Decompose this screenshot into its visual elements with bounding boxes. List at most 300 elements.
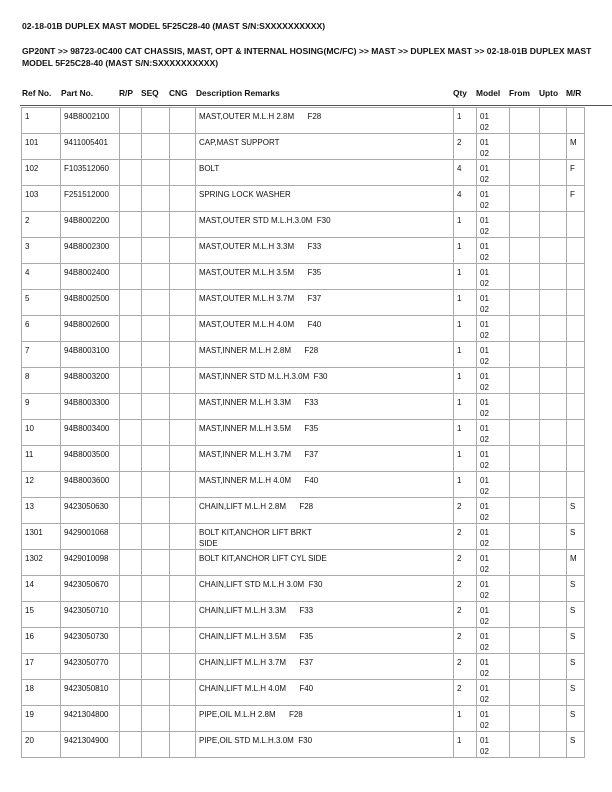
cell-mr: S	[567, 576, 585, 602]
cell-from	[510, 602, 540, 628]
cell-cng	[170, 368, 196, 394]
cell-part: F251512000	[61, 186, 120, 212]
cell-upto	[540, 628, 567, 654]
cell-part: 9421304900	[61, 732, 120, 758]
cell-upto	[540, 368, 567, 394]
cell-mr: S	[567, 654, 585, 680]
cell-upto	[540, 654, 567, 680]
cell-qty: 1	[454, 238, 477, 264]
table-row	[22, 576, 585, 602]
cell-cng	[170, 576, 196, 602]
cell-rp	[120, 290, 142, 316]
table-row	[22, 238, 585, 264]
cell-model: 01 02	[477, 680, 510, 706]
cell-model: 01 02	[477, 498, 510, 524]
cell-seq	[142, 134, 170, 160]
cell-mr: S	[567, 498, 585, 524]
cell-desc: CAP,MAST SUPPORT	[196, 134, 454, 160]
cell-mr: S	[567, 680, 585, 706]
cell-qty: 1	[454, 342, 477, 368]
cell-cng	[170, 628, 196, 654]
cell-qty: 1	[454, 706, 477, 732]
cell-ref: 4	[22, 264, 61, 290]
cell-qty: 2	[454, 550, 477, 576]
cell-qty: 2	[454, 576, 477, 602]
cell-desc: CHAIN,LIFT STD M.L.H 3.0M F30	[196, 576, 454, 602]
cell-qty: 1	[454, 368, 477, 394]
cell-part: 9429010098	[61, 550, 120, 576]
cell-from	[510, 654, 540, 680]
cell-upto	[540, 576, 567, 602]
cell-seq	[142, 394, 170, 420]
cell-ref: 10	[22, 420, 61, 446]
cell-desc: MAST,INNER M.L.H 2.8M F28	[196, 342, 454, 368]
cell-from	[510, 368, 540, 394]
cell-ref: 101	[22, 134, 61, 160]
table-row	[22, 342, 585, 368]
cell-rp	[120, 446, 142, 472]
cell-seq	[142, 212, 170, 238]
cell-desc: BOLT KIT,ANCHOR LIFT CYL SIDE	[196, 550, 454, 576]
cell-ref: 20	[22, 732, 61, 758]
cell-from	[510, 134, 540, 160]
cell-part: 9423050710	[61, 602, 120, 628]
cell-seq	[142, 628, 170, 654]
cell-model: 01 02	[477, 446, 510, 472]
cell-mr: S	[567, 706, 585, 732]
cell-mr: M	[567, 550, 585, 576]
cell-seq	[142, 186, 170, 212]
cell-model: 01 02	[477, 160, 510, 186]
table-row	[22, 524, 585, 550]
cell-seq	[142, 602, 170, 628]
cell-cng	[170, 706, 196, 732]
cell-model: 01 02	[477, 654, 510, 680]
cell-rp	[120, 602, 142, 628]
header-from: From	[509, 88, 530, 98]
cell-from	[510, 264, 540, 290]
table-row	[22, 498, 585, 524]
cell-rp	[120, 160, 142, 186]
cell-from	[510, 472, 540, 498]
cell-model: 01 02	[477, 550, 510, 576]
cell-part: 9411005401	[61, 134, 120, 160]
table-row	[22, 706, 585, 732]
cell-part: 9421304800	[61, 706, 120, 732]
header-model: Model	[476, 88, 501, 98]
cell-from	[510, 524, 540, 550]
cell-part: 94B8002500	[61, 290, 120, 316]
cell-mr	[567, 446, 585, 472]
cell-desc: MAST,INNER M.L.H 3.7M F37	[196, 446, 454, 472]
cell-ref: 15	[22, 602, 61, 628]
cell-cng	[170, 550, 196, 576]
cell-cng	[170, 394, 196, 420]
cell-mr	[567, 368, 585, 394]
cell-upto	[540, 394, 567, 420]
cell-seq	[142, 316, 170, 342]
cell-seq	[142, 160, 170, 186]
table-row	[22, 550, 585, 576]
cell-desc: MAST,OUTER M.L.H 3.5M F35	[196, 264, 454, 290]
cell-upto	[540, 550, 567, 576]
cell-model: 01 02	[477, 420, 510, 446]
cell-part: 9423050810	[61, 680, 120, 706]
cell-model: 01 02	[477, 108, 510, 134]
cell-mr	[567, 238, 585, 264]
cell-seq	[142, 654, 170, 680]
cell-ref: 16	[22, 628, 61, 654]
cell-qty: 2	[454, 680, 477, 706]
cell-seq	[142, 446, 170, 472]
cell-mr	[567, 420, 585, 446]
cell-part: 94B8002300	[61, 238, 120, 264]
cell-part: 94B8003200	[61, 368, 120, 394]
cell-seq	[142, 264, 170, 290]
cell-from	[510, 160, 540, 186]
cell-seq	[142, 732, 170, 758]
cell-upto	[540, 212, 567, 238]
cell-rp	[120, 654, 142, 680]
table-row	[22, 732, 585, 758]
cell-seq	[142, 498, 170, 524]
cell-upto	[540, 342, 567, 368]
cell-mr	[567, 394, 585, 420]
cell-qty: 1	[454, 446, 477, 472]
cell-qty: 1	[454, 732, 477, 758]
cell-model: 01 02	[477, 524, 510, 550]
cell-part: 94B8002200	[61, 212, 120, 238]
cell-model: 01 02	[477, 706, 510, 732]
parts-table	[21, 107, 585, 758]
cell-part: F103512060	[61, 160, 120, 186]
cell-upto	[540, 108, 567, 134]
table-row	[22, 264, 585, 290]
cell-ref: 102	[22, 160, 61, 186]
table-row	[22, 680, 585, 706]
cell-ref: 6	[22, 316, 61, 342]
page-title: 02-18-01B DUPLEX MAST MODEL 5F25C28-40 (MAST S/N:SXXXXXXXXXX)	[22, 21, 326, 31]
cell-rp	[120, 706, 142, 732]
cell-model: 01 02	[477, 238, 510, 264]
cell-qty: 2	[454, 602, 477, 628]
cell-ref: 3	[22, 238, 61, 264]
cell-rp	[120, 472, 142, 498]
cell-qty: 1	[454, 290, 477, 316]
cell-mr: S	[567, 524, 585, 550]
cell-mr: S	[567, 628, 585, 654]
cell-cng	[170, 212, 196, 238]
cell-qty: 1	[454, 108, 477, 134]
cell-rp	[120, 394, 142, 420]
cell-qty: 2	[454, 628, 477, 654]
cell-model: 01 02	[477, 368, 510, 394]
cell-ref: 11	[22, 446, 61, 472]
cell-seq	[142, 706, 170, 732]
cell-desc: MAST,INNER M.L.H 4.0M F40	[196, 472, 454, 498]
cell-upto	[540, 316, 567, 342]
cell-cng	[170, 134, 196, 160]
cell-part: 94B8002400	[61, 264, 120, 290]
cell-rp	[120, 550, 142, 576]
cell-from	[510, 186, 540, 212]
cell-part: 94B8003100	[61, 342, 120, 368]
cell-qty: 1	[454, 420, 477, 446]
header-mr: M/R	[566, 88, 582, 98]
cell-desc: MAST,INNER M.L.H 3.3M F33	[196, 394, 454, 420]
header-part: Part No.	[61, 88, 94, 98]
cell-cng	[170, 498, 196, 524]
cell-seq	[142, 290, 170, 316]
header-qty: Qty	[453, 88, 467, 98]
cell-seq	[142, 368, 170, 394]
cell-upto	[540, 602, 567, 628]
cell-ref: 1301	[22, 524, 61, 550]
header-desc: Description Remarks	[196, 88, 280, 98]
header-rp: R/P	[119, 88, 133, 98]
cell-mr: M	[567, 134, 585, 160]
cell-desc: MAST,OUTER STD M.L.H.3.0M F30	[196, 212, 454, 238]
cell-cng	[170, 342, 196, 368]
cell-from	[510, 498, 540, 524]
cell-qty: 2	[454, 134, 477, 160]
cell-model: 01 02	[477, 186, 510, 212]
cell-part: 9423050630	[61, 498, 120, 524]
cell-ref: 12	[22, 472, 61, 498]
cell-part: 94B8002100	[61, 108, 120, 134]
cell-upto	[540, 498, 567, 524]
table-row	[22, 316, 585, 342]
cell-rp	[120, 368, 142, 394]
cell-desc: PIPE,OIL M.L.H 2.8M F28	[196, 706, 454, 732]
cell-mr	[567, 264, 585, 290]
cell-seq	[142, 472, 170, 498]
cell-ref: 14	[22, 576, 61, 602]
cell-upto	[540, 732, 567, 758]
table-row	[22, 212, 585, 238]
cell-desc: CHAIN,LIFT M.L.H 3.5M F35	[196, 628, 454, 654]
cell-seq	[142, 342, 170, 368]
cell-upto	[540, 420, 567, 446]
cell-part: 9423050770	[61, 654, 120, 680]
cell-ref: 103	[22, 186, 61, 212]
cell-model: 01 02	[477, 394, 510, 420]
cell-part: 9423050670	[61, 576, 120, 602]
cell-upto	[540, 134, 567, 160]
cell-rp	[120, 342, 142, 368]
cell-ref: 2	[22, 212, 61, 238]
cell-rp	[120, 524, 142, 550]
cell-from	[510, 732, 540, 758]
cell-qty: 1	[454, 472, 477, 498]
cell-model: 01 02	[477, 290, 510, 316]
cell-cng	[170, 108, 196, 134]
table-row	[22, 186, 585, 212]
cell-from	[510, 394, 540, 420]
cell-ref: 7	[22, 342, 61, 368]
cell-rp	[120, 264, 142, 290]
table-row	[22, 602, 585, 628]
cell-rp	[120, 732, 142, 758]
cell-desc: BOLT	[196, 160, 454, 186]
cell-rp	[120, 420, 142, 446]
header-upto: Upto	[539, 88, 559, 98]
cell-desc: BOLT KIT,ANCHOR LIFT BRKT SIDE	[196, 524, 454, 550]
cell-qty: 1	[454, 212, 477, 238]
cell-rp	[120, 628, 142, 654]
cell-upto	[540, 186, 567, 212]
cell-cng	[170, 654, 196, 680]
cell-from	[510, 342, 540, 368]
cell-ref: 18	[22, 680, 61, 706]
cell-desc: MAST,OUTER M.L.H 3.7M F37	[196, 290, 454, 316]
cell-rp	[120, 316, 142, 342]
cell-cng	[170, 524, 196, 550]
cell-desc: MAST,OUTER M.L.H 3.3M F33	[196, 238, 454, 264]
cell-model: 01 02	[477, 316, 510, 342]
cell-seq	[142, 420, 170, 446]
cell-from	[510, 420, 540, 446]
cell-cng	[170, 160, 196, 186]
cell-from	[510, 316, 540, 342]
cell-desc: SPRING LOCK WASHER	[196, 186, 454, 212]
table-row	[22, 368, 585, 394]
cell-rp	[120, 498, 142, 524]
cell-mr: F	[567, 186, 585, 212]
cell-part: 94B8003500	[61, 446, 120, 472]
cell-cng	[170, 238, 196, 264]
cell-part: 9429001068	[61, 524, 120, 550]
cell-from	[510, 290, 540, 316]
cell-desc: MAST,INNER M.L.H 3.5M F35	[196, 420, 454, 446]
cell-cng	[170, 732, 196, 758]
cell-model: 01 02	[477, 212, 510, 238]
cell-from	[510, 212, 540, 238]
cell-desc: CHAIN,LIFT M.L.H 2.8M F28	[196, 498, 454, 524]
cell-from	[510, 628, 540, 654]
cell-desc: CHAIN,LIFT M.L.H 3.7M F37	[196, 654, 454, 680]
cell-model: 01 02	[477, 602, 510, 628]
cell-cng	[170, 316, 196, 342]
cell-part: 9423050730	[61, 628, 120, 654]
cell-qty: 4	[454, 160, 477, 186]
cell-rp	[120, 212, 142, 238]
cell-mr	[567, 212, 585, 238]
cell-rp	[120, 680, 142, 706]
cell-upto	[540, 238, 567, 264]
cell-cng	[170, 602, 196, 628]
table-row	[22, 446, 585, 472]
cell-qty: 1	[454, 264, 477, 290]
cell-cng	[170, 290, 196, 316]
cell-rp	[120, 108, 142, 134]
cell-model: 01 02	[477, 576, 510, 602]
cell-upto	[540, 706, 567, 732]
cell-ref: 8	[22, 368, 61, 394]
cell-model: 01 02	[477, 732, 510, 758]
table-row	[22, 108, 585, 134]
cell-upto	[540, 680, 567, 706]
cell-ref: 9	[22, 394, 61, 420]
cell-upto	[540, 160, 567, 186]
cell-ref: 17	[22, 654, 61, 680]
cell-upto	[540, 524, 567, 550]
cell-qty: 2	[454, 654, 477, 680]
cell-cng	[170, 446, 196, 472]
cell-from	[510, 550, 540, 576]
cell-qty: 1	[454, 316, 477, 342]
cell-desc: CHAIN,LIFT M.L.H 3.3M F33	[196, 602, 454, 628]
cell-from	[510, 238, 540, 264]
cell-ref: 1302	[22, 550, 61, 576]
breadcrumb: GP20NT >> 98723-0C400 CAT CHASSIS, MAST, OPT & INTERNAL HOSING(MC/FC) >> MAST >> DUPLEX MAST >> 02-18-01B DUPLEX MAST MODEL 5F25C28-40 (MAST S/N:SXXXXXXXXXX)	[22, 46, 592, 68]
cell-part: 94B8003300	[61, 394, 120, 420]
cell-mr	[567, 472, 585, 498]
cell-from	[510, 706, 540, 732]
cell-from	[510, 446, 540, 472]
cell-model: 01 02	[477, 134, 510, 160]
cell-desc: MAST,INNER STD M.L.H.3.0M F30	[196, 368, 454, 394]
cell-upto	[540, 472, 567, 498]
cell-desc: MAST,OUTER M.L.H 2.8M F28	[196, 108, 454, 134]
header-seq: SEQ	[141, 88, 159, 98]
cell-rp	[120, 238, 142, 264]
cell-desc: MAST,OUTER M.L.H 4.0M F40	[196, 316, 454, 342]
cell-part: 94B8003400	[61, 420, 120, 446]
cell-upto	[540, 264, 567, 290]
cell-cng	[170, 420, 196, 446]
cell-qty: 1	[454, 394, 477, 420]
cell-desc: CHAIN,LIFT M.L.H 4.0M F40	[196, 680, 454, 706]
cell-cng	[170, 680, 196, 706]
cell-qty: 4	[454, 186, 477, 212]
cell-mr: S	[567, 732, 585, 758]
cell-qty: 2	[454, 524, 477, 550]
cell-seq	[142, 238, 170, 264]
cell-model: 01 02	[477, 628, 510, 654]
cell-part: 94B8003600	[61, 472, 120, 498]
cell-seq	[142, 108, 170, 134]
cell-ref: 13	[22, 498, 61, 524]
cell-cng	[170, 264, 196, 290]
cell-seq	[142, 576, 170, 602]
header-cng: CNG	[169, 88, 188, 98]
table-row	[22, 290, 585, 316]
cell-ref: 1	[22, 108, 61, 134]
cell-upto	[540, 290, 567, 316]
cell-cng	[170, 186, 196, 212]
header-divider	[20, 105, 612, 106]
cell-desc: PIPE,OIL STD M.L.H.3.0M F30	[196, 732, 454, 758]
cell-model: 01 02	[477, 472, 510, 498]
cell-mr: F	[567, 160, 585, 186]
table-row	[22, 472, 585, 498]
cell-from	[510, 680, 540, 706]
table-row	[22, 134, 585, 160]
cell-seq	[142, 550, 170, 576]
cell-rp	[120, 134, 142, 160]
cell-mr	[567, 290, 585, 316]
cell-qty: 2	[454, 498, 477, 524]
cell-seq	[142, 680, 170, 706]
table-row	[22, 420, 585, 446]
cell-from	[510, 576, 540, 602]
cell-part: 94B8002600	[61, 316, 120, 342]
cell-mr	[567, 342, 585, 368]
cell-model: 01 02	[477, 264, 510, 290]
table-row	[22, 628, 585, 654]
cell-rp	[120, 186, 142, 212]
